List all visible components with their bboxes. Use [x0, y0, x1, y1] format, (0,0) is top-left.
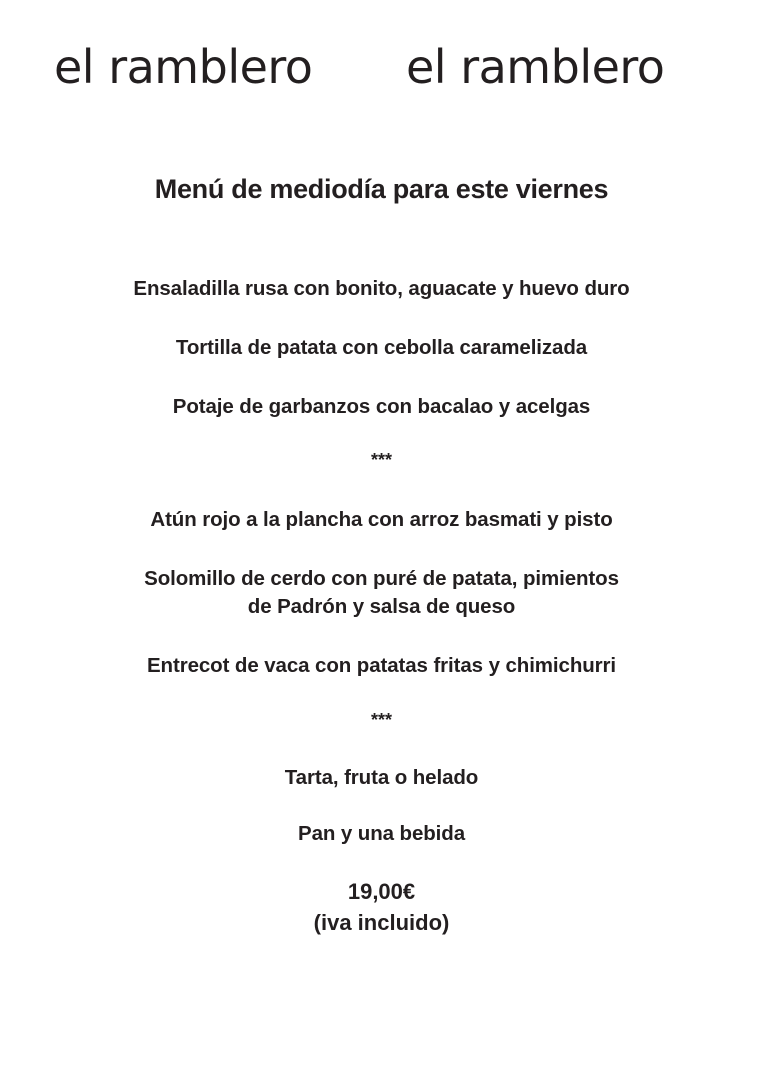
first-course-3: Potaje de garbanzos con bacalao y acelgas: [172, 395, 591, 418]
first-course-2: Tortilla de patata con cebolla caramelizada: [175, 336, 588, 359]
separator-2: ***: [370, 710, 392, 730]
second-course-2-line-1: Solomillo de cerdo con puré de patata, pimientos: [144, 567, 619, 590]
includes-line: Pan y una bebida: [298, 822, 465, 845]
brand-logo-left: el ramblero: [54, 40, 313, 94]
separator-1: ***: [370, 450, 392, 470]
tax-note: (iva incluido): [313, 910, 450, 935]
dessert-line: Tarta, fruta o helado: [284, 766, 479, 789]
price: 19,00€: [347, 879, 416, 904]
second-course-2-line-2: de Padrón y salsa de queso: [247, 595, 516, 618]
menu-title: Menú de mediodía para este viernes: [154, 174, 609, 204]
brand-logo-right: el ramblero: [406, 40, 665, 94]
second-course-3: Entrecot de vaca con patatas fritas y chimichurri: [146, 654, 617, 677]
first-course-1: Ensaladilla rusa con bonito, aguacate y huevo duro: [133, 277, 630, 300]
second-course-1: Atún rojo a la plancha con arroz basmati y pisto: [150, 508, 613, 531]
